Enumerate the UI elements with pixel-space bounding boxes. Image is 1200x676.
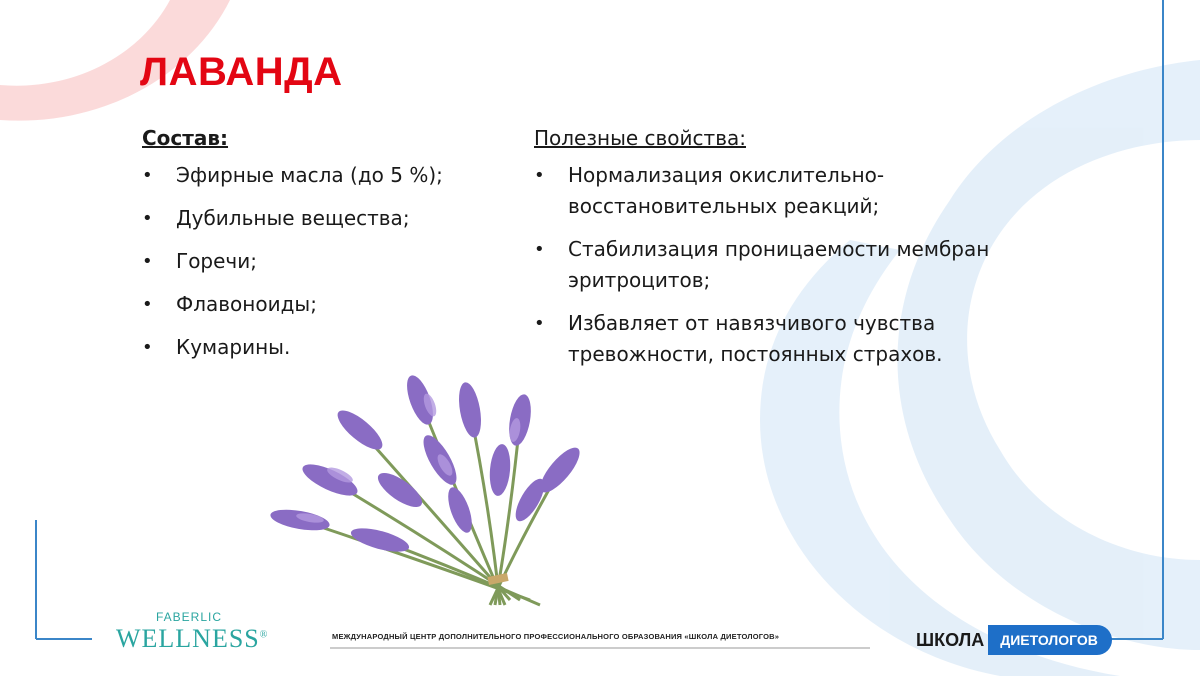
school-pill: ДИЕТОЛОГОВ	[988, 625, 1112, 655]
composition-section	[142, 126, 502, 375]
school-logo	[916, 624, 1112, 656]
list-item: • Горечи;	[142, 246, 502, 277]
footer-center-text: МЕЖДУНАРОДНЫЙ ЦЕНТР ДОПОЛНИТЕЛЬНОГО ПРОФЕССИОНАЛЬНОГО ОБРАЗОВАНИЯ «ШКОЛА ДИЕТОЛОГОВ»	[332, 632, 780, 641]
brand-main-text	[116, 624, 276, 654]
list-item: • Избавляет от навязчивого чувства тревожности, постоянных страхов.	[534, 308, 1054, 370]
properties-heading: Полезные свойства:	[534, 126, 746, 150]
list-item: • Нормализация окислительно-восстановительных реакций;	[534, 160, 1054, 222]
brand-name: WELLNESS	[116, 624, 260, 653]
list-item: • Кумарины.	[142, 332, 502, 363]
properties-list	[534, 160, 1054, 370]
faberlic-wellness-logo	[116, 610, 276, 654]
list-item: • Стабилизация проницаемости мембран эритроцитов;	[534, 234, 1054, 296]
brand-top-text: FABERLIC	[156, 610, 223, 624]
page-title: ЛАВАНДА	[140, 50, 343, 94]
list-item: • Флавоноиды;	[142, 289, 502, 320]
list-item: • Дубильные вещества;	[142, 203, 502, 234]
composition-heading: Состав:	[142, 126, 229, 150]
school-word: ШКОЛА	[916, 629, 985, 650]
registered-mark: ®	[259, 629, 269, 641]
composition-list	[142, 160, 502, 363]
list-item: • Эфирные масла (до 5 %);	[142, 160, 502, 191]
lavender-bouquet-image	[269, 372, 586, 605]
properties-section	[534, 126, 1054, 382]
